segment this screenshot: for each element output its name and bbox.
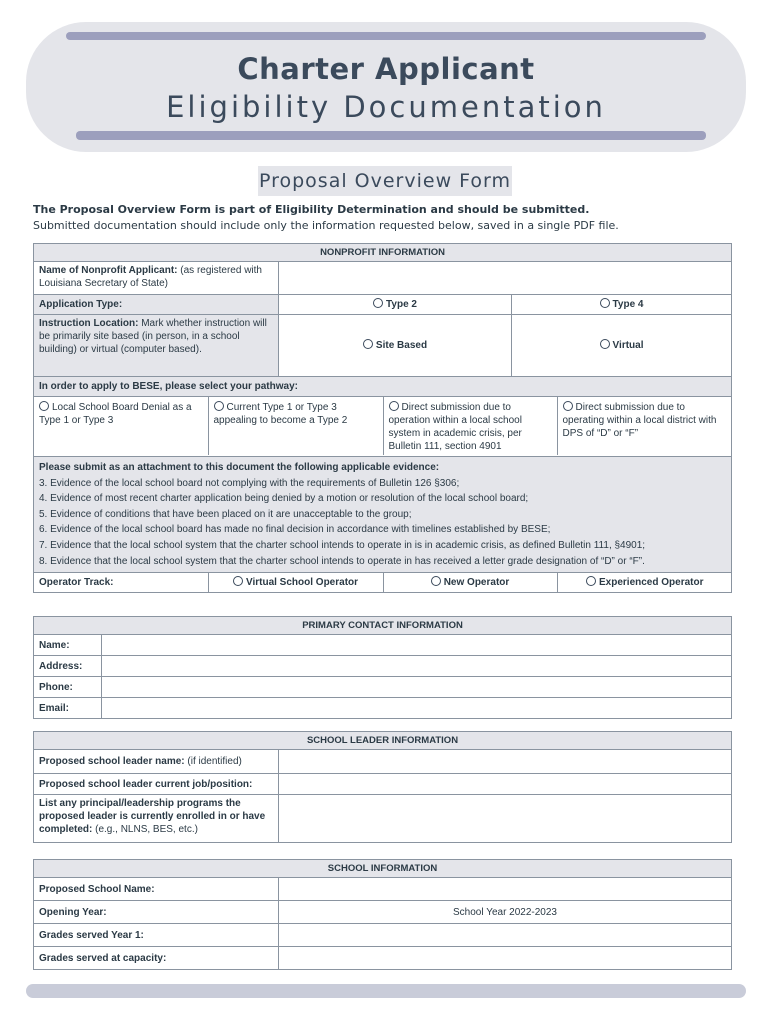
evidence-item: 5. Evidence of conditions that have been placed on it are unacceptable to the group; xyxy=(39,508,412,520)
pathway-row xyxy=(34,397,732,457)
operator-row xyxy=(34,573,732,593)
evidence-item: 7. Evidence that the local school system that the charter school intends to operate in is in academic crisis, as defined Bulletin 111, §4901; xyxy=(39,539,646,551)
contact-table xyxy=(33,616,732,719)
instruction-location-label: Instruction Location: Mark whether instruction will be primarily site based (in person, in a school building) or virtual (computer based). xyxy=(34,315,279,377)
site-based-radio[interactable] xyxy=(363,339,373,349)
pathway-4-radio[interactable] xyxy=(563,401,573,411)
pathway-option-4[interactable]: Direct submission due to operating within a local district with DPS of “D” or “F” xyxy=(562,402,717,439)
school-name-field[interactable] xyxy=(279,878,732,901)
contact-header: PRIMARY CONTACT INFORMATION xyxy=(34,617,732,635)
grades-year1-field[interactable] xyxy=(279,924,732,947)
contact-email-field[interactable] xyxy=(102,698,732,719)
pathway-3-radio[interactable] xyxy=(389,401,399,411)
application-type-label: Application Type: xyxy=(34,295,279,315)
pathway-2-radio[interactable] xyxy=(214,401,224,411)
new-operator-option[interactable]: New Operator xyxy=(383,573,557,592)
grades-year1-label: Grades served Year 1: xyxy=(34,924,279,947)
nonprofit-header: NONPROFIT INFORMATION xyxy=(34,244,732,262)
leader-job-field[interactable] xyxy=(279,774,732,795)
evidence-item: 6. Evidence of the local school board has made no final decision in accordance with timelines established by BESE; xyxy=(39,524,551,536)
leader-table xyxy=(33,731,732,843)
school-header: SCHOOL INFORMATION xyxy=(34,860,732,878)
new-operator-radio[interactable] xyxy=(431,576,441,586)
leader-header: SCHOOL LEADER INFORMATION xyxy=(34,732,732,750)
pathway-option-3[interactable]: Direct submission due to operation within a local school system in academic crisis, per Bulletin 111, section 4901 xyxy=(383,397,557,455)
intro-line-2: Submitted documentation should include only the information requested below, saved in a single PDF file. xyxy=(33,219,619,232)
grades-capacity-field[interactable] xyxy=(279,947,732,970)
opening-year-label: Opening Year: xyxy=(34,901,279,924)
evidence-item: 4. Evidence of most recent charter application being denied by a motion or resolution of the local school board; xyxy=(39,493,529,505)
type-4-radio[interactable] xyxy=(600,298,610,308)
pathway-grid xyxy=(34,397,732,455)
operator-track-label: Operator Track: xyxy=(34,573,208,592)
footer-stripe xyxy=(26,984,746,998)
leader-name-field[interactable] xyxy=(279,750,732,774)
contact-name-label: Name: xyxy=(34,635,102,656)
type-2-option[interactable]: Type 2 xyxy=(279,295,512,315)
pathway-option-1[interactable]: Local School Board Denial as a Type 1 or Type 3 xyxy=(34,397,208,455)
experienced-operator-radio[interactable] xyxy=(586,576,596,586)
virtual-operator-option[interactable]: Virtual School Operator xyxy=(208,573,383,592)
contact-phone-field[interactable] xyxy=(102,677,732,698)
evidence-item: 3. Evidence of the local school board not complying with the requirements of Bulletin 126 §306; xyxy=(39,477,460,489)
leader-job-label: Proposed school leader current job/position: xyxy=(34,774,279,795)
leader-programs-field[interactable] xyxy=(279,795,732,843)
type-4-option[interactable]: Type 4 xyxy=(512,295,732,315)
virtual-option[interactable]: Virtual xyxy=(512,315,732,377)
grades-capacity-label: Grades served at capacity: xyxy=(34,947,279,970)
pathway-1-radio[interactable] xyxy=(39,401,49,411)
contact-address-field[interactable] xyxy=(102,656,732,677)
leader-programs-label: List any principal/leadership programs the proposed leader is currently enrolled in or have completed: (e.g., NLNS, BES, etc.) xyxy=(34,795,279,843)
contact-name-field[interactable] xyxy=(102,635,732,656)
banner-stripe-top xyxy=(66,32,706,40)
pathway-label: In order to apply to BESE, please select your pathway: xyxy=(34,377,732,397)
site-based-option[interactable]: Site Based xyxy=(279,315,512,377)
banner-subtitle: Eligibility Documentation xyxy=(166,90,606,124)
operator-grid xyxy=(34,573,732,592)
nonprofit-name-label: Name of Nonprofit Applicant: (as registered with Louisiana Secretary of State) xyxy=(34,262,279,295)
virtual-operator-radio[interactable] xyxy=(233,576,243,586)
contact-address-label: Address: xyxy=(34,656,102,677)
banner-title: Charter Applicant xyxy=(237,52,535,86)
virtual-radio[interactable] xyxy=(600,339,610,349)
school-name-label: Proposed School Name: xyxy=(34,878,279,901)
banner-stripe-bottom xyxy=(76,131,706,140)
nonprofit-table xyxy=(33,243,732,593)
leader-name-label: Proposed school leader name: (if identified) xyxy=(34,750,279,774)
school-table xyxy=(33,859,732,970)
evidence-item: 8. Evidence that the local school system that the charter school intends to operate in has received a letter grade designation of “D” or “F”. xyxy=(39,555,645,567)
evidence-title: Please submit as an attachment to this document the following applicable evidence: xyxy=(39,462,440,473)
intro-line-1: The Proposal Overview Form is part of Eligibility Determination and should be submitted. xyxy=(33,203,590,216)
contact-email-label: Email: xyxy=(34,698,102,719)
pathway-option-2[interactable]: Current Type 1 or Type 3 appealing to become a Type 2 xyxy=(208,397,383,455)
form-title: Proposal Overview Form xyxy=(258,166,512,196)
type-2-radio[interactable] xyxy=(373,298,383,308)
opening-year-value[interactable]: School Year 2022-2023 xyxy=(279,901,732,924)
title-banner xyxy=(26,22,746,152)
nonprofit-name-field[interactable] xyxy=(279,262,732,295)
evidence-list xyxy=(34,457,732,573)
experienced-operator-option[interactable]: Experienced Operator xyxy=(557,573,732,592)
contact-phone-label: Phone: xyxy=(34,677,102,698)
